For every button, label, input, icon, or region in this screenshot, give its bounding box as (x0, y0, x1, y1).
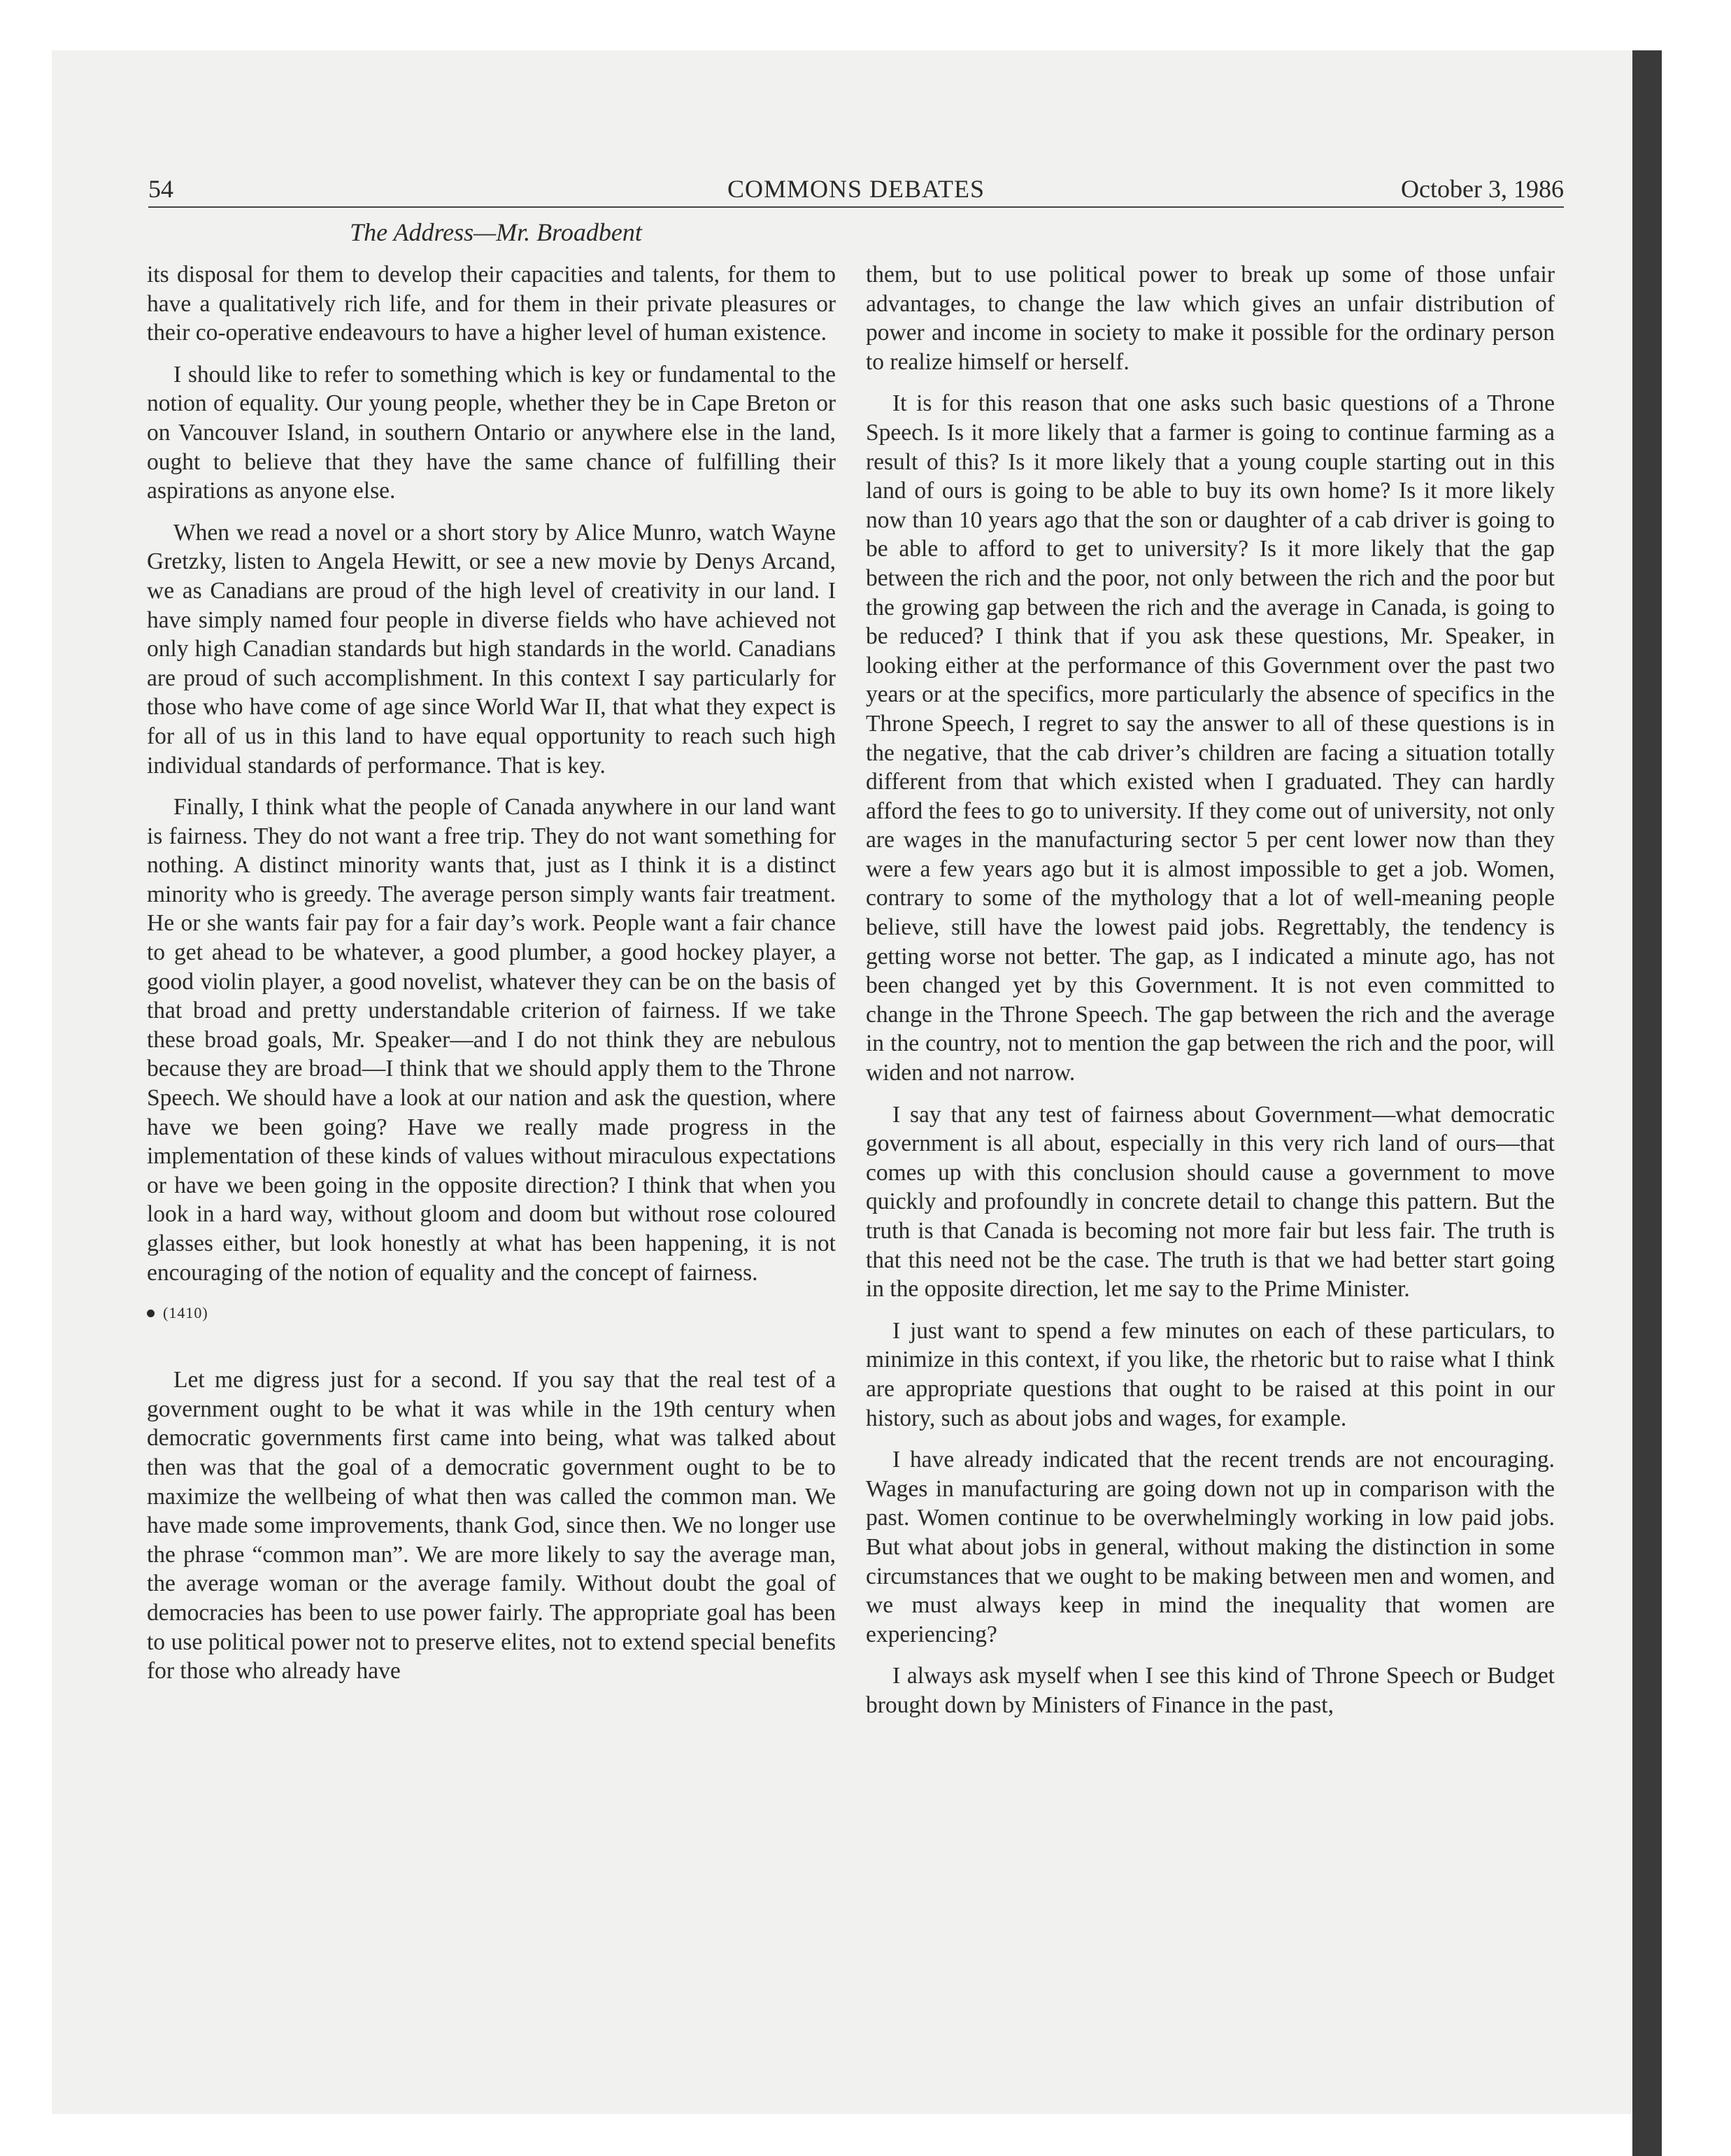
left-column (147, 260, 836, 1698)
paragraph: I should like to refer to something which is key or fundamental to the notion of equality. Our young people, whether they be in Cape Breton or on Vancouver Island, in southern Ontario or anywhere else in the land, ought to believe that they have the same chance of fulfilling their aspirations as anyone else. (147, 361, 836, 504)
paragraph: them, but to use political power to break up some of those unfair advantages, to change the law which gives an unfair distribution of power and income in society to make it possible for the ordinary person to realize himself or herself. (866, 262, 1555, 375)
page-number: 54 (148, 175, 173, 203)
time-marker (147, 1301, 836, 1325)
publication-title: COMMONS DEBATES (727, 175, 985, 203)
paragraph: Let me digress just for a second. If you say that the real test of a government ought to be what it was while in the 19th century when democratic governments first came into being, what was talked about then was that the goal of a democratic government ought to be to maximize the wellbeing of what then was called the common man. We have made some improvements, thank God, since then. We no longer use the phrase “common man”. We are more likely to say the average man, the average woman or the average family. Without doubt the goal of democracies has been to use power fairly. The appropriate goal has been to use political power not to preserve elites, not to extend special benefits for those who already have (147, 1367, 836, 1685)
time-marker-label: (1410) (163, 1304, 208, 1322)
paragraph: I say that any test of fairness about Government—what democratic government is all about, especially in this very rich land of ours—that comes up with this conclusion should cause a government to move quickly and profoundly in concrete detail to change this pattern. But the truth is that Canada is becoming not more fair but less fair. The truth is that this need not be the case. The truth is that we had better start going in the opposite direction, let me say to the Prime Minister. (866, 1101, 1555, 1303)
paragraph: I always ask myself when I see this kind of Throne Speech or Budget brought down by Ministers of Finance in the past, (866, 1663, 1555, 1718)
paragraph: Finally, I think what the people of Canada anywhere in our land want is fairness. They do not want a free trip. They do not want something for nothing. A distinct minority wants that, just as I think it is a distinct minority who is greedy. The average person simply wants fair treatment. He or she wants fair pay for a fair day’s work. People want a fair chance to get ahead to be whatever, a good plumber, a good hockey player, a good violin player, a good novelist, whatever they can be on the basis of that broad and pretty understandable criterion of fairness. If we take these broad goals, Mr. Speaker—and I do not think they are nebulous because they are broad—I think that we should apply them to the Throne Speech. We should have a look at our nation and ask the question, where have we been going? Have we really made progress in the implementation of these kinds of values without miraculous expectations or have we been going in the opposite direction? I think that when you look in a hard way, without gloom and doom but without rose coloured glasses either, but look honestly at what has been happening, it is not encouraging of the notion of equality and the concept of fairness. (147, 794, 836, 1286)
issue-date: October 3, 1986 (1401, 175, 1564, 203)
paragraph: I have already indicated that the recent trends are not encouraging. Wages in manufacturing are going down not up in comparison with the past. Women continue to be overwhelmingly working in low paid jobs. But what about jobs in general, without making the distinction in some circumstances that we ought to be making between men and women, and we must always keep in mind the inequality that women are experiencing? (866, 1447, 1555, 1647)
paragraph: When we read a novel or a short story by Alice Munro, watch Wayne Gretzky, listen to Angela Hewitt, or see a new movie by Denys Arcand, we as Canadians are proud of the high level of creativity in our land. I have simply named four people in diverse fields who have achieved not only high Canadian standards but high standards in the world. Canadians are proud of such accomplishment. In this context I say particularly for those who have come of age since World War II, that what they expect is for all of us in this land to have equal opportunity to reach such high individual standards of performance. That is key. (147, 519, 836, 779)
bullet-icon (147, 1310, 155, 1317)
scan-edge-shadow (1632, 50, 1662, 2156)
paragraph: It is for this reason that one asks such basic questions of a Throne Speech. Is it more likely that a farmer is going to continue farming as a result of this? Is it more likely that a young couple starting out in this land of ours is going to be able to buy its own home? Is it more likely now than 10 years ago that the son or daughter of a cab driver is going to be able to afford to get to university? Is it more likely that the gap between the rich and the poor, not only between the rich and the poor but the growing gap between the rich and the average in Canada, is going to be reduced? I think that if you ask these questions, Mr. Speaker, in looking either at the performance of this Government over the past two years or at the specifics, more particularly the absence of specifics in the Throne Speech, I regret to say the answer to all of these questions is in the negative, that the cab driver’s children are facing a situation totally different from that which existed when I graduated. They can hardly afford the fees to go to university. If they come out of university, not only are wages in the manufacturing sector 5 per cent lower now than they were a few years ago but it is almost impossible to get a job. Women, contrary to some of the mythology that a lot of well-meaning people believe, still have the lowest paid jobs. Regrettably, the tendency is getting worse not better. The gap, as I indicated a minute ago, has not been changed yet by this Government. It is not even committed to change in the Throne Speech. The gap between the rich and the average in the country, not to mention the gap between the rich and the poor, will widen and not narrow. (866, 390, 1555, 1086)
right-column (866, 260, 1555, 1733)
paragraph: its disposal for them to develop their capacities and talents, for them to have a qualitatively rich life, and for them in their private pleasures or their co-operative endeavours to have a higher level of human existence. (147, 262, 836, 346)
paragraph: I just want to spend a few minutes on each of these particulars, to minimize in this context, if you like, the rhetoric but to raise what I think are appropriate questions that ought to be raised at this point in our history, such as about jobs and wages, for example. (866, 1317, 1555, 1431)
running-header (148, 171, 1564, 207)
header-rule (148, 206, 1564, 208)
section-subheader: The Address—Mr. Broadbent (350, 218, 642, 246)
